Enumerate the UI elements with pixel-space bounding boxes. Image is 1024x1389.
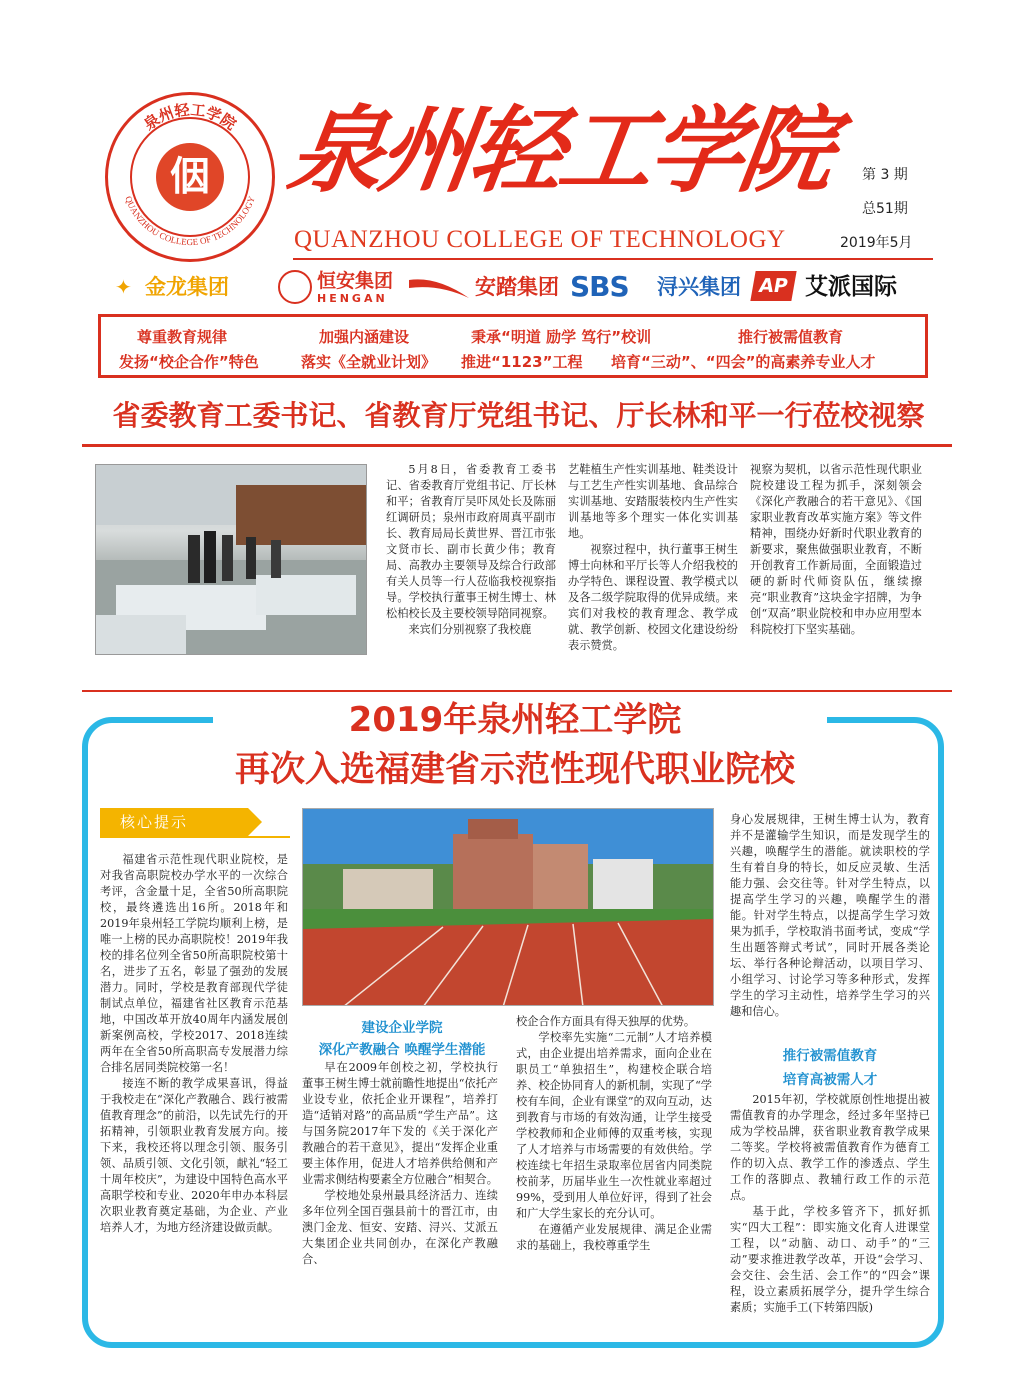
subheading-1-line1: 建设企业学院 (361, 1020, 443, 1036)
sponsor-aipai: 艾派国际 (805, 274, 897, 300)
core-tip-tag: 核心提示 (100, 808, 248, 836)
summary-column (100, 852, 288, 1236)
paragraph: 2015年初，学校就原创性地提出被需值教育的办学理念，经过多年坚持已成为学校品牌，获省职业教育教学成果二等奖。学校将被需值教育作为德育工作的切入点、教学工作的渗透点、学生工作的落脚点、教辅行政工作的示范点。 (730, 1093, 930, 1202)
paragraph: 身心发展规律，王树生博士认为，教育并不是灌输学生知识，而是发现学生的兴趣，唤醒学生的潜能。就读职校的学生有着自身的特长，如反应灵敏、生活能力强、会交往等。针对学生特点，以提高学生学习的兴趣，唤醒学生的潜能。针对学生特点，以提高学生学习效果为抓手，学校取消书面考试，变成“学生出题答辩式考试”，同时开展各类论坛、举行各种论辩活动，以项目学习、小组学习、讨论学习等多种形式，发挥学生的学习主动性，培养学生学习的兴趣和信心。 (730, 813, 930, 1018)
sponsor-hengan-en: HENGAN (317, 292, 388, 305)
campus-photo (302, 808, 714, 1006)
paragraph: 在遵循产业发展规律、满足企业需求的基础上，我校尊重学生 (516, 1223, 712, 1252)
motto-item: 尊重教育规律 (137, 328, 228, 346)
article2-colB (516, 1014, 712, 1254)
sponsor-jinlong: 金龙集团 (145, 275, 229, 299)
subheading-1-line2: 深化产教融合 唤醒学生潜能 (318, 1042, 486, 1058)
issue-number: 第 3 期 (862, 167, 908, 183)
seal-ring-text: 泉州轻工学院 (140, 100, 240, 134)
subheading-2-line2: 培育高被需人才 (782, 1072, 878, 1088)
article1-headline: 省委教育工委书记、省教育厅党组书记、厅长林和平一行莅校视察 (112, 399, 925, 432)
paragraph: 视察过程中，执行董事王树生博士向林和平厅长等人介绍我校的办学特色、课程设置、教学模式以及各二级学院取得的优异成绩。来宾们对我校的教育理念、教学成就、教学创新、校园文化建设纷纷表示赞赏。 (568, 543, 738, 652)
sponsor-xunxing: 浔兴集团 (657, 275, 741, 299)
newspaper-title-en: QUANZHOU COLLEGE OF TECHNOLOGY (294, 226, 786, 253)
jinlong-icon: ✦ (115, 275, 132, 299)
article2-headline-line1: 2019年泉州轻工学院 (348, 700, 682, 740)
seal-ring-en: QUANZHOU COLLEGE OF TECHNOLOGY (123, 194, 257, 248)
paragraph: 学校地处泉州最具经济活力、连续多年位列全国百强县前十的晋江市，由澳门金龙、恒安、安踏、浔兴、艾派五大集团企业共同创办，在深化产教融合、 (302, 1189, 498, 1266)
motto-item: 秉承“明道 励学 笃行”校训 (471, 328, 652, 346)
article1-col3 (750, 462, 922, 638)
paragraph: 来宾们分别视察了我校鹿 (408, 623, 532, 636)
article1-col1 (386, 462, 556, 638)
paragraph: 校企合作方面具有得天独厚的优势。 (516, 1015, 696, 1028)
paragraph: 基于此，学校多管齐下，抓好抓实“四大工程”：即实施文化育人进课堂工程，以“动脑、动口、动手”的“三动”要求推进教学改革，开设“会学习、会交往、会生活、会工作”的“四会”课程，设立素质拓展学分，提升学生综合素质；实施手工(下转第四版) (730, 1205, 930, 1314)
hengan-icon (278, 270, 312, 304)
total-issue: 总51期 (862, 201, 908, 217)
paragraph: 学校率先实施“二元制”人才培养模式，由企业提出培养需求，面向企业在职员工“单独招生”，构建校企联合培养、校企协同育人的新机制，实现了“学校有车间，企业有课堂”的双向互动，达到教育与市场的有效沟通，让学生接受学校教师和企业师傅的双重考核，实现了人才培养与市场需要的有效供给。学校连续七年招生录取率位居省内同类院校前茅，历届毕业生一次性就业率超过99%，受到用人单位好评，得到了社会和广大学生家长的充分认可。 (516, 1031, 712, 1220)
article2-colA (302, 1060, 498, 1268)
article1-col2 (568, 462, 738, 654)
motto-box (98, 314, 928, 378)
issue-date: 2019年5月 (840, 235, 913, 251)
motto-item: 加强内涵建设 (319, 328, 410, 346)
motto-item: 落实《全就业计划》 (301, 353, 437, 371)
subheading-2-line1: 推行被需值教育 (782, 1048, 878, 1064)
article2-colD (730, 1092, 930, 1316)
motto-item: 发扬“校企合作”特色 (119, 353, 259, 371)
school-seal (105, 92, 275, 262)
core-tip-rule (100, 836, 290, 838)
sponsor-bar (115, 268, 945, 306)
paragraph: 艺鞋植生产性实训基地、鞋类设计与工艺生产性实训基地、食品综合实训基地、安踏服装校内生产性实训基地等多个理实一体化实训基地。 (568, 463, 738, 540)
sponsor-sbs: SBS (570, 270, 629, 303)
paragraph: 福建省示范性现代职业院校，是对我省高职院校办学水平的一次综合考评，含金量十足，全省50所高职院校，最终遴选出16所。2018年和2019年泉州轻工学院均顺利上榜，是唯一上榜的民办高职院校！2019年我校的排名位列全省50所高职院校第十名，进步了五名，彰显了强劲的发展潜力。同时，学校是教育部现代学徒制试点单位，福建省社区教育示范基地，中国改革开放40周年内涵发展创新案例高校，学校2017、2018连续两年在全省50所高职高专发展潜力综合排名居同类院校第一名！ (100, 853, 288, 1074)
visit-photo (95, 464, 367, 655)
seal-center-char: 𪜶 (156, 143, 224, 211)
visit-photo-image-icon (96, 465, 367, 655)
article2-headline-line2: 再次入选福建省示范性现代职业院校 (234, 750, 795, 790)
campus-photo-image-icon (303, 809, 714, 1006)
paragraph: 5月8日，省委教育工委书记、省委教育厅党组书记、厅长林和平；省教育厅吴吓凤处长及陈丽红调研员；泉州市政府周真平副市长、教育局局长黄世界、晋江市张文贤市长、副市长黄少伟；教育局、高教办主要领导及综合行政部有关人员等一行人莅临我校视察指导。学校执行董事王树生博士、林松柏校长及主要校领导陪同视察。 (386, 463, 556, 620)
anta-logo-icon (407, 274, 471, 300)
article1-rule (82, 444, 952, 447)
paragraph: 接连不断的教学成果喜讯，得益于我校走在“深化产教融合、践行被需值教育理念”的前沿，以先试先行的开拓精神，引领职业教育发展方向。接下来，我校还将以理念引领、服务引领、品质引领、文化引领，献礼“轻工十周年校庆”，为建设中国特色高水平高职学校和专业、2020年申办本科层次职业教育奠定基础，为企业、产业培养人才，为地方经济建设做贡献。 (100, 1077, 288, 1234)
sponsor-ap: AP (750, 271, 796, 301)
motto-item: 推行被需值教育 (738, 328, 844, 346)
motto-item: 培育“三动”、“四会”的高素养专业人才 (611, 353, 876, 371)
masthead-rule (293, 258, 933, 260)
paragraph: 视察为契机，以省示范性现代职业院校建设工程为抓手，深刻领会《深化产教融合的若干意见》、《国家职业教育改革实施方案》等文件精神，围绕办好新时代职业教育的新要求，聚焦做强职业教育，不断开创教育工作新局面，全面锻造过硬的新时代师资队伍，继续擦亮“职业教育”这块金字招牌，为争创“双高”职业院校和申办应用型本科院校打下坚实基础。 (750, 463, 922, 636)
sponsor-hengan: 恒安集团 (317, 270, 394, 292)
newspaper-title: 泉州轻工学院 (282, 96, 838, 206)
article2-colC (730, 812, 930, 1020)
motto-item: 推进“1123”工程 (461, 353, 583, 371)
paragraph: 早在2009年创校之初，学校执行董事王树生博士就前瞻性地提出“依托产业设专业，依托企业开课程”，培养打造“适销对路”的高品质“学生产品”。这与国务院2017年下发的《关于深化产教融合的若干意见》，提出“发挥企业重要主体作用，促进人才培养供给侧和产业需求侧结构要素全方位融合”相契合。 (302, 1061, 498, 1186)
sponsor-anta: 安踏集团 (475, 275, 559, 299)
